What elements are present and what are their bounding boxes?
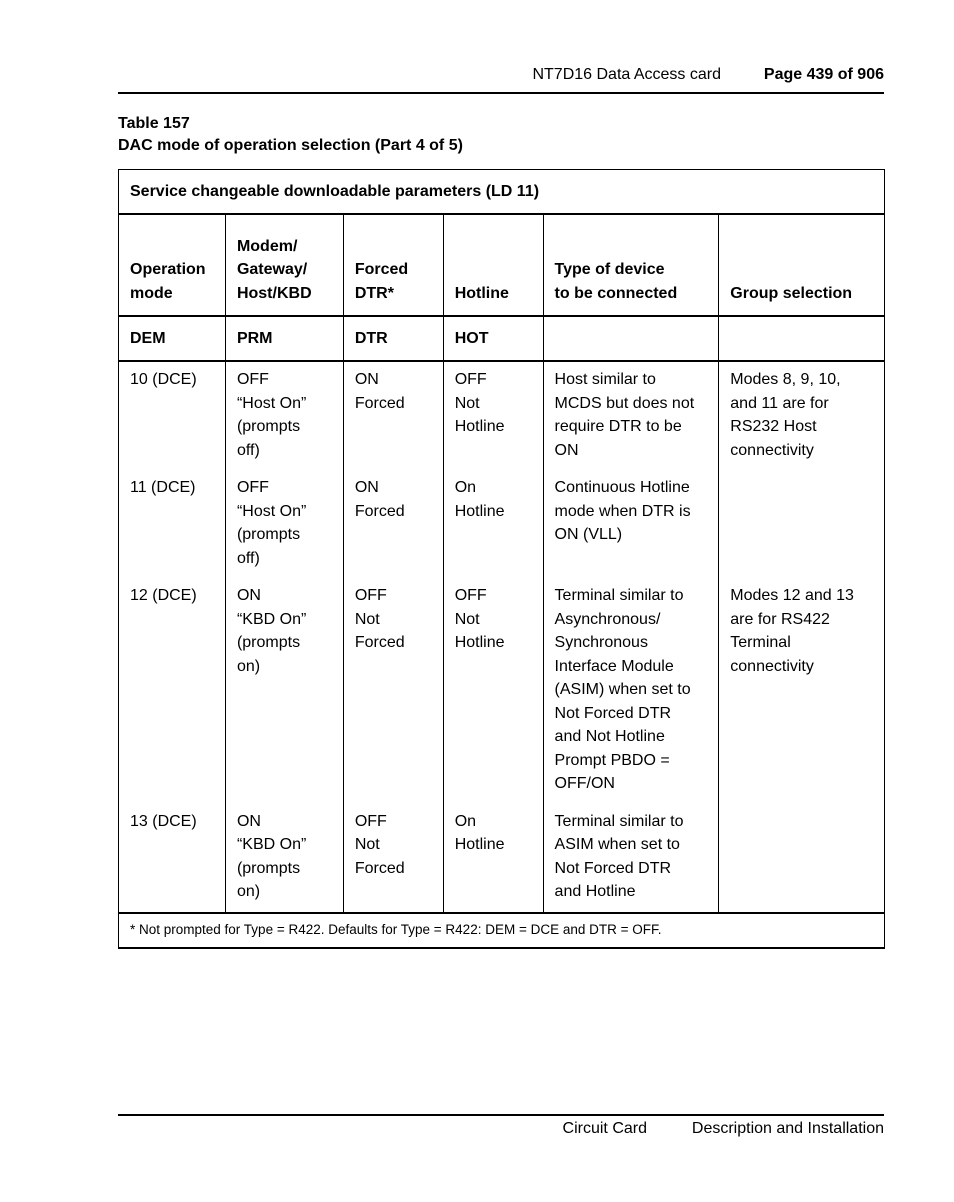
cell-line: on): [236, 657, 261, 675]
cell-line: Type of device: [554, 261, 665, 278]
cell-line: Operation: [130, 261, 206, 278]
cell-line: OFF: [236, 479, 269, 496]
cell-line: Not: [454, 610, 480, 628]
footnote: * Not prompted for Type = R422. Defaults for Type = R422: DEM = DCE and DTR = OFF.: [119, 913, 885, 948]
table-cell: [343, 804, 443, 913]
parameter-code-row: [119, 316, 885, 361]
cell-line: Synchronous: [554, 634, 648, 651]
cell-line: Modes 8, 9, 10,: [730, 371, 841, 388]
cell-line: OFF: [354, 812, 387, 830]
cell-line: Prompt PBDO =: [554, 751, 670, 769]
cell-line: OFF: [454, 587, 487, 604]
footer-left: Circuit Card: [562, 1120, 647, 1137]
cell-line: “KBD On”: [236, 836, 307, 853]
column-header: [443, 214, 543, 316]
cell-line: (prompts: [236, 526, 301, 543]
cell-line: Hotline: [454, 634, 505, 651]
cell-line: (ASIM) when set to: [554, 681, 691, 698]
table-cell: [343, 361, 443, 470]
cell-line: Gateway/: [236, 261, 308, 278]
cell-line: Forced: [354, 502, 405, 520]
parameter-code: PRM: [225, 316, 343, 361]
cell-line: OFF: [354, 587, 387, 604]
cell-line: Not Forced DTR: [554, 859, 672, 877]
cell-line: RS232 Host: [730, 418, 817, 435]
cell-line: Terminal similar to: [554, 812, 684, 830]
cell-line: 12 (DCE): [130, 587, 197, 604]
table-cell: [543, 578, 719, 804]
table-cell: [443, 470, 543, 578]
table-cell: [119, 361, 226, 470]
cell-line: OFF: [454, 371, 487, 388]
cell-line: “Host On”: [236, 394, 307, 412]
cell-line: ON (VLL): [554, 526, 623, 543]
parameter-code: [543, 316, 719, 361]
column-header: [719, 214, 885, 316]
table-cell: [443, 804, 543, 913]
cell-line: Forced: [354, 634, 405, 651]
cell-line: Modes 12 and 13: [730, 587, 854, 604]
cell-line: Terminal: [730, 634, 791, 651]
column-header: [343, 214, 443, 316]
cell-line: 10 (DCE): [130, 371, 197, 388]
cell-line: require DTR to be: [554, 418, 682, 435]
table-cell: [119, 578, 226, 804]
table-number: Table 157: [118, 115, 190, 132]
cell-line: 13 (DCE): [130, 812, 197, 830]
cell-line: Continuous Hotline: [554, 479, 690, 496]
cell-line: off): [236, 441, 260, 459]
cell-line: ON: [554, 441, 579, 459]
cell-line: Asynchronous/: [554, 610, 661, 628]
table-cell: [719, 804, 885, 913]
cell-line: On: [454, 479, 477, 496]
cell-line: Hotline: [454, 502, 505, 520]
column-header-row: [119, 214, 885, 316]
cell-line: Host/KBD: [236, 284, 312, 302]
table-cell: [543, 804, 719, 913]
cell-line: mode when DTR is: [554, 502, 691, 520]
section-title: Service changeable downloadable parameters (LD 11): [119, 170, 885, 215]
table-row: [119, 804, 885, 913]
cell-line: “KBD On”: [236, 610, 307, 628]
table-cell: [119, 470, 226, 578]
table-row: [119, 470, 885, 578]
cell-line: to be connected: [554, 284, 678, 302]
table-cell: [119, 804, 226, 913]
cell-line: Not Forced DTR: [554, 704, 672, 722]
cell-line: Not: [354, 836, 380, 853]
cell-line: “Host On”: [236, 502, 307, 520]
cell-line: OFF/ON: [554, 775, 615, 792]
cell-line: and Not Hotline: [554, 728, 665, 745]
cell-line: ON: [354, 479, 379, 496]
cell-line: off): [236, 549, 260, 567]
cell-line: Interface Module: [554, 657, 674, 675]
cell-line: connectivity: [730, 441, 814, 459]
dac-mode-table: [118, 169, 885, 949]
cell-line: Modem/: [236, 237, 298, 255]
cell-line: connectivity: [730, 657, 814, 675]
cell-line: OFF: [236, 371, 269, 388]
cell-line: mode: [130, 284, 173, 302]
cell-line: are for RS422: [730, 610, 830, 628]
column-header: [119, 214, 226, 316]
cell-line: Terminal similar to: [554, 587, 684, 604]
table-cell: [343, 470, 443, 578]
cell-line: ON: [236, 812, 261, 830]
table-cell: [543, 361, 719, 470]
cell-line: 11 (DCE): [130, 479, 196, 496]
cell-line: (prompts: [236, 418, 301, 435]
document-title: NT7D16 Data Access card: [532, 66, 721, 83]
table-cell: [719, 361, 885, 470]
cell-line: Group selection: [730, 284, 853, 302]
table-cell: [225, 804, 343, 913]
cell-line: Hotline: [454, 284, 509, 302]
cell-line: Not: [454, 394, 480, 412]
cell-line: Hotline: [454, 418, 505, 435]
cell-line: on): [236, 883, 261, 900]
table-cell: [225, 470, 343, 578]
table-cell: [225, 361, 343, 470]
table-cell: [719, 578, 885, 804]
parameter-code: DEM: [119, 316, 226, 361]
table-title: DAC mode of operation selection (Part 4 of 5): [118, 137, 463, 154]
cell-line: Forced: [354, 394, 405, 412]
cell-line: Forced: [354, 261, 409, 278]
table-cell: [225, 578, 343, 804]
cell-line: On: [454, 812, 477, 830]
cell-line: ASIM when set to: [554, 836, 680, 853]
cell-line: (prompts: [236, 859, 301, 877]
table-row: [119, 361, 885, 470]
cell-line: ON: [236, 587, 261, 604]
page-header: [118, 64, 884, 94]
footer-right: Description and Installation: [691, 1120, 884, 1137]
table-row: [119, 578, 885, 804]
cell-line: and Hotline: [554, 883, 636, 900]
cell-line: (prompts: [236, 634, 301, 651]
table-cell: [443, 578, 543, 804]
cell-line: Forced: [354, 859, 405, 877]
parameter-code: DTR: [343, 316, 443, 361]
cell-line: ON: [354, 371, 379, 388]
cell-line: Hotline: [454, 836, 505, 853]
table-cell: [719, 470, 885, 578]
cell-line: Not: [354, 610, 380, 628]
footnote-row: [119, 913, 885, 948]
page-footer: [118, 1114, 884, 1137]
cell-line: Host similar to: [554, 371, 656, 388]
table-cell: [443, 361, 543, 470]
column-header: [543, 214, 719, 316]
parameter-code: [719, 316, 885, 361]
cell-line: and 11 are for: [730, 394, 829, 412]
column-header: [225, 214, 343, 316]
parameter-code: HOT: [443, 316, 543, 361]
cell-line: DTR*: [354, 284, 394, 302]
cell-line: MCDS but does not: [554, 394, 695, 412]
table-cell: [343, 578, 443, 804]
page-number: Page 439 of 906: [763, 66, 884, 83]
table-cell: [543, 470, 719, 578]
table-caption: [118, 113, 463, 157]
